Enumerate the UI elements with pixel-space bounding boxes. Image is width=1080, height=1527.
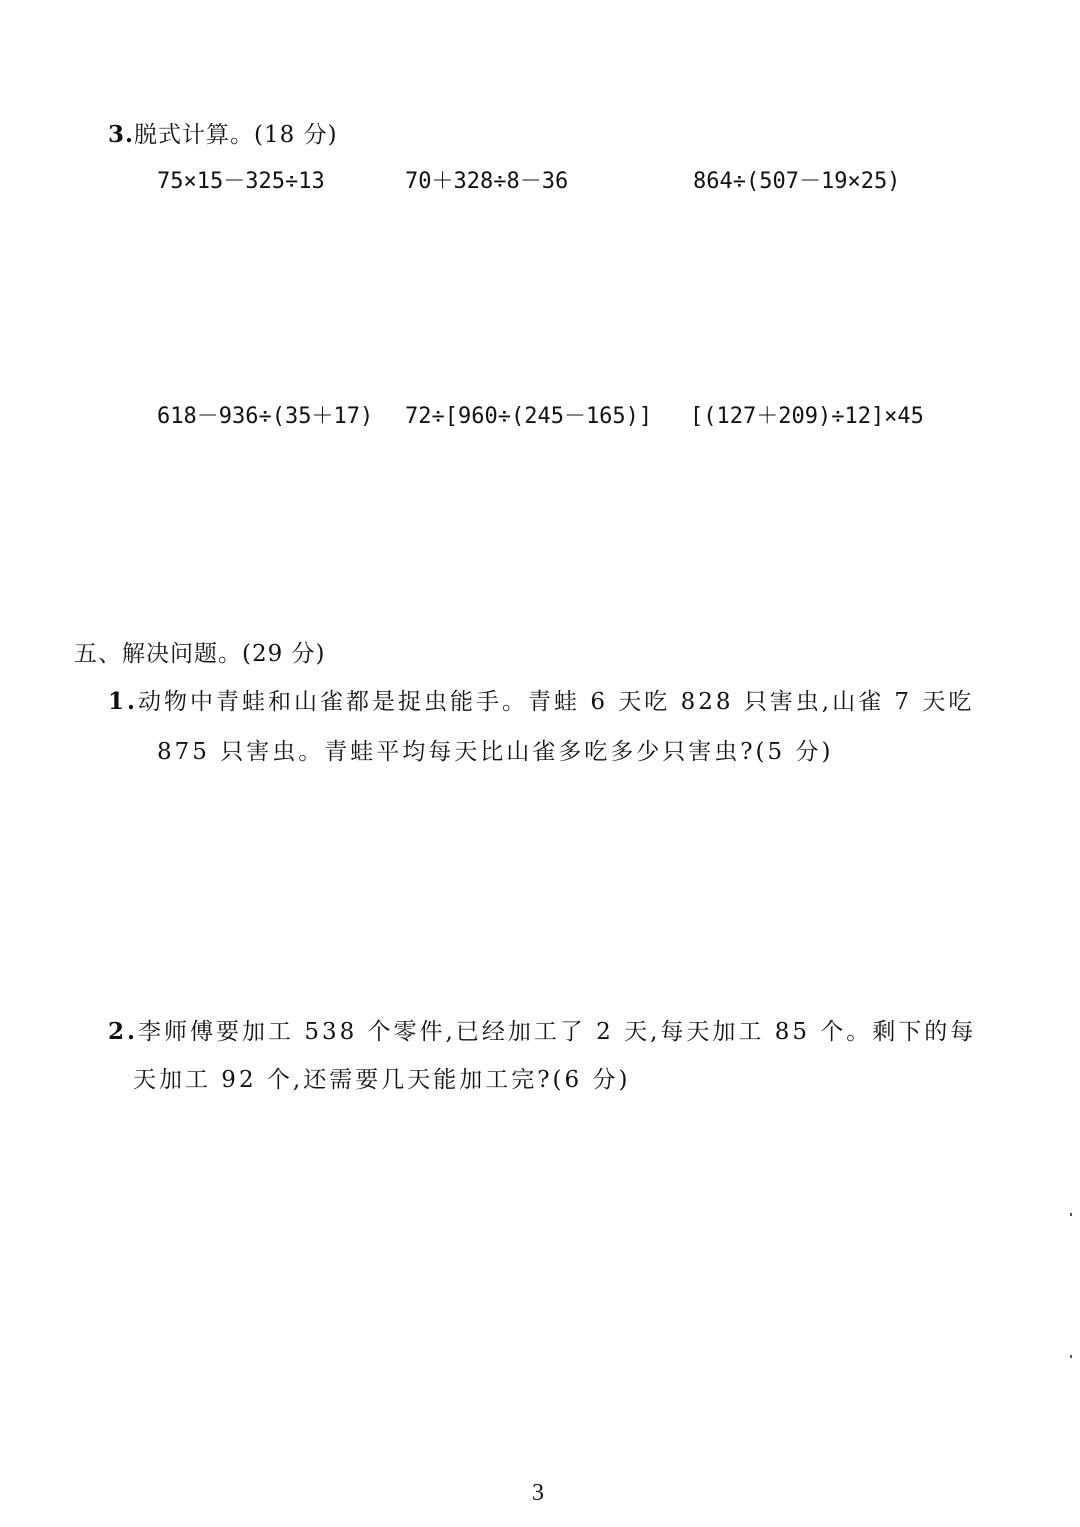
expression-3: 864÷(507－19×25) [693,169,901,194]
problem-2-line-1 [108,1013,976,1046]
problem-1-text-1: 动物中青蛙和山雀都是捉虫能手。青蛙 6 天吃 828 只害虫,山雀 7 天吃 [138,689,975,715]
expression-5: 72÷[960÷(245－165)] [405,404,653,429]
problem-1-line-1 [108,683,974,716]
problem-2-text-1: 李师傅要加工 538 个零件,已经加工了 2 天,每天加工 85 个。剩下的每 [138,1019,977,1045]
section5-heading: 五、解决问题。(29 分) [74,641,326,667]
part3-number: 3. [108,121,135,148]
problem-1-line-2: 875 只害虫。青蛙平均每天比山雀多吃多少只害虫?(5 分) [157,739,834,765]
expression-6: [(127＋209)÷12]×45 [690,404,924,429]
page-number: 3 [532,1480,544,1506]
problem-1-number: 1. [108,688,139,715]
expression-2: 70＋328÷8－36 [405,169,569,194]
expression-4: 618－936÷(35＋17) [157,404,374,429]
part3-heading [108,116,338,149]
problem-2-line-2: 天加工 92 个,还需要几天能加工完?(6 分) [133,1067,631,1093]
part3-title: 脱式计算。(18 分) [134,122,338,148]
scan-speck [1070,1213,1072,1216]
scan-speck [1070,1355,1072,1358]
problem-2-number: 2. [108,1018,139,1045]
expression-1: 75×15－325÷13 [157,169,325,194]
